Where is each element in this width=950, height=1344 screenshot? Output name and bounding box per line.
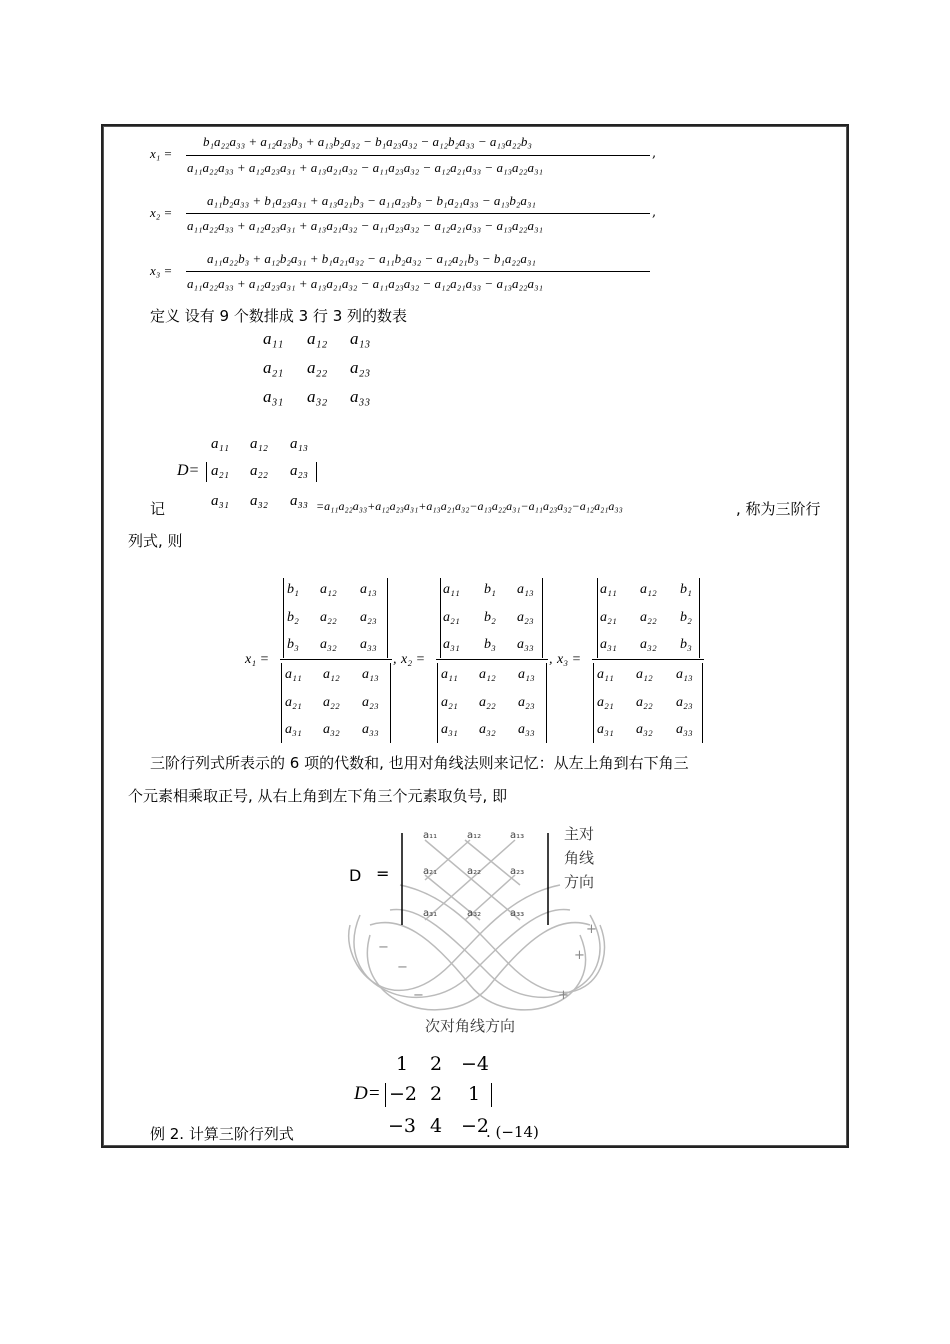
det-cell: a₃₁	[285, 722, 302, 737]
cramer-x2-lhs: x₂ =	[401, 652, 426, 667]
det-cell: a₁₁	[443, 582, 460, 597]
det-cell: a₂₃	[676, 695, 693, 710]
det-bar	[281, 663, 282, 743]
det-cell: a₂₂	[250, 463, 268, 479]
det-cell: a₃₁	[441, 722, 458, 737]
det-cell: a₃₂	[640, 637, 657, 652]
fraction-bar	[592, 659, 704, 660]
det-cell: a₂₃	[518, 695, 535, 710]
diagram-entry: a₃₃	[510, 908, 525, 919]
x1-numerator: b₁a₂₂a₃₃ + a₁₂a₂₃b₃ + a₁₃b₂a₃₂ − b₁a₂₃a₃₂ − a₁₂b₂a₃₃ − a₁₃a₂₂b₃	[203, 134, 532, 149]
det-cell: a₁₂	[320, 582, 337, 597]
diagram-entry: a₃₁	[423, 908, 438, 919]
det-cell: a₁₂	[323, 667, 340, 682]
x2-numerator: a₁₁b₂a₃₃ + b₁a₂₃a₃₁ + a₁₃a₂₁b₃ − a₁₁a₂₃b₃ − b₁a₂₁a₃₃ − a₁₃b₂a₃₁	[207, 193, 536, 208]
det-cell: a₁₃	[518, 667, 535, 682]
det-cell: a₁₁	[441, 667, 458, 682]
det-bar	[593, 663, 594, 743]
det-expansion: =a₁₁a₂₂a₃₃+a₁₂a₂₃a₃₁+a₁₃a₂₁a₃₂−a₁₃a₂₂a₃₁−a₁₁a₂₃a₃₂−a₁₂a₂₁a₃₃	[316, 499, 623, 513]
det-cell: a₁₂	[250, 436, 268, 452]
det-cell: a₁₁	[285, 667, 302, 682]
array-cell: a₃₁	[263, 387, 284, 406]
det-cell: a₂₁	[443, 610, 460, 625]
det-cell: a₃₃	[676, 722, 693, 737]
det-cell: a₂₂	[479, 695, 496, 710]
det-cell: b₁	[287, 582, 299, 597]
rule-text-line1: 三阶行列式所表示的 6 项的代数和, 也用对角线法则来记忆：从左上角到右下角三	[150, 754, 689, 772]
array-cell: a₁₁	[263, 329, 284, 348]
array-cell: a₂₂	[307, 358, 328, 377]
det-bar	[283, 578, 284, 658]
example-answer: . (−14)	[486, 1123, 539, 1141]
det-bar	[390, 663, 391, 743]
diagram-entry: a₁₂	[467, 830, 482, 841]
diagram-eq: =	[376, 864, 390, 883]
example-cell: −2	[461, 1115, 490, 1137]
plus-sign: +	[574, 948, 585, 963]
diagram-d-label: D	[349, 866, 362, 885]
cramer-x2-tail: ,	[549, 652, 553, 667]
definition-text: 定义 设有 9 个数排成 3 行 3 列的数表	[150, 307, 408, 325]
det-suffix-line2: 列式, 则	[128, 532, 183, 550]
det-cell: b₂	[680, 610, 692, 625]
cramer-x3-lhs: x₃ =	[557, 652, 582, 667]
det-cell: a₂₂	[640, 610, 657, 625]
x2-lhs: x₂ =	[150, 205, 173, 220]
det-cell: a₂₁	[600, 610, 617, 625]
array-cell: a₂₃	[350, 358, 371, 377]
det-cell: a₁₂	[640, 582, 657, 597]
det-bar	[387, 578, 388, 658]
det-cell: a₁₁	[597, 667, 614, 682]
example-det-label: D=	[354, 1083, 381, 1104]
minus-sign: −	[397, 960, 408, 975]
det-cell: a₂₃	[362, 695, 379, 710]
det-bar	[699, 578, 700, 658]
fraction-bar	[280, 659, 392, 660]
det-cell: a₂₃	[517, 610, 534, 625]
det-cell: b₂	[484, 610, 496, 625]
det-bar	[597, 578, 598, 658]
det-cell: a₁₃	[290, 436, 308, 452]
det-cell: a₃₂	[479, 722, 496, 737]
det-cell: a₃₁	[600, 637, 617, 652]
det-label: D=	[177, 462, 200, 479]
x3-fraction-bar	[186, 271, 650, 272]
array-cell: a₁₃	[350, 329, 371, 348]
x2-fraction-bar	[186, 213, 650, 214]
cramer-x1-tail: ,	[393, 652, 397, 667]
det-cell: a₂₁	[441, 695, 458, 710]
det-cell: b₂	[287, 610, 299, 625]
example-text: 例 2. 计算三阶行列式	[150, 1125, 294, 1143]
array-cell: a₂₁	[263, 358, 284, 377]
x3-lhs: x₃ =	[150, 263, 173, 278]
det-cell: a₂₂	[323, 695, 340, 710]
det-cell: b₁	[484, 582, 496, 597]
array-cell: a₁₂	[307, 329, 328, 348]
rule-text-line2: 个元素相乘取正号, 从右上角到左下角三个元素取负号, 即	[128, 787, 508, 805]
det-cell: b₃	[287, 637, 299, 652]
det-cell: a₁₃	[676, 667, 693, 682]
det-cell: a₁₃	[362, 667, 379, 682]
x3-numerator: a₁₁a₂₂b₃ + a₁₂b₂a₃₁ + b₁a₂₁a₃₂ − a₁₁b₂a₃₂ − a₁₂a₂₁b₃ − b₁a₂₂a₃₁	[207, 251, 536, 266]
main-diagonal-label: 角线	[564, 849, 595, 867]
det-cell: a₃₂	[323, 722, 340, 737]
array-cell: a₃₂	[307, 387, 328, 406]
diagram-entry: a₁₁	[423, 830, 438, 841]
det-cell: a₂₃	[360, 610, 377, 625]
main-diagonal-label: 方向	[564, 873, 595, 891]
det-bar	[440, 578, 441, 658]
det-bar	[542, 578, 543, 658]
det-bar	[491, 1083, 492, 1107]
example-cell: 1	[468, 1083, 481, 1105]
det-cell: a₁₂	[636, 667, 653, 682]
x2-tail: ,	[652, 205, 657, 220]
det-right-bar	[316, 462, 317, 482]
x1-denominator: a₁₁a₂₂a₃₃ + a₁₂a₂₃a₃₁ + a₁₃a₂₁a₃₂ − a₁₁a₂₃a₃₂ − a₁₂a₂₁a₃₃ − a₁₃a₂₂a₃₁	[187, 160, 544, 175]
minus-sign: −	[413, 988, 424, 1003]
diagram-entry: a₂₂	[467, 866, 482, 877]
plus-sign: +	[586, 922, 597, 937]
det-cell: a₂₁	[597, 695, 614, 710]
det-cell: a₁₁	[211, 436, 229, 452]
det-left-bar	[206, 462, 207, 482]
det-cell: a₂₁	[211, 463, 229, 479]
note-prefix: 记	[150, 500, 166, 518]
plus-sign: +	[558, 988, 569, 1003]
det-cell: b₃	[680, 637, 692, 652]
det-cell: a₃₃	[517, 637, 534, 652]
det-cell: a₃₂	[250, 493, 268, 509]
example-cell: −2	[389, 1083, 418, 1105]
det-bar	[546, 663, 547, 743]
x3-denominator: a₁₁a₂₂a₃₃ + a₁₂a₂₃a₃₁ + a₁₃a₂₁a₃₂ − a₁₁a₂₃a₃₂ − a₁₂a₂₁a₃₃ − a₁₃a₂₂a₃₁	[187, 276, 544, 291]
main-diagonal-label: 主对	[564, 825, 595, 843]
example-cell: −3	[388, 1115, 417, 1137]
det-cell: a₂₂	[320, 610, 337, 625]
cramer-x1-lhs: x₁ =	[245, 652, 270, 667]
det-cell: a₂₁	[285, 695, 302, 710]
diagram-entry: a₂₁	[423, 866, 438, 877]
det-cell: a₃₃	[290, 493, 308, 509]
fraction-bar	[436, 659, 548, 660]
det-cell: a₃₂	[636, 722, 653, 737]
x1-tail: ,	[652, 146, 657, 161]
diagram-entry: a₁₃	[510, 830, 525, 841]
det-cell: a₃₃	[362, 722, 379, 737]
x1-fraction-bar	[186, 155, 650, 156]
minus-sign: −	[378, 940, 389, 955]
det-bar	[437, 663, 438, 743]
det-cell: a₁₃	[360, 582, 377, 597]
det-cell: b₁	[680, 582, 692, 597]
array-cell: a₃₃	[350, 387, 371, 406]
det-bar	[385, 1083, 386, 1107]
example-cell: 4	[430, 1115, 443, 1137]
det-cell: a₃₂	[320, 637, 337, 652]
det-cell: a₃₁	[211, 493, 229, 509]
det-cell: a₁₁	[600, 582, 617, 597]
det-cell: a₃₃	[360, 637, 377, 652]
diagram-entry: a₂₃	[510, 866, 525, 877]
sub-diagonal-label: 次对角线方向	[425, 1017, 516, 1035]
det-cell: b₃	[484, 637, 496, 652]
example-cell: 2	[430, 1053, 443, 1075]
det-cell: a₂₃	[290, 463, 308, 479]
det-suffix: , 称为三阶行	[736, 500, 821, 518]
det-cell: a₃₃	[518, 722, 535, 737]
example-cell: −4	[461, 1053, 490, 1075]
x2-denominator: a₁₁a₂₂a₃₃ + a₁₂a₂₃a₃₁ + a₁₃a₂₁a₃₂ − a₁₁a₂₃a₃₂ − a₁₂a₂₁a₃₃ − a₁₃a₂₂a₃₁	[187, 218, 544, 233]
det-cell: a₁₂	[479, 667, 496, 682]
example-cell: 2	[430, 1083, 443, 1105]
example-cell: 1	[396, 1053, 409, 1075]
det-cell: a₃₁	[443, 637, 460, 652]
det-bar	[702, 663, 703, 743]
det-cell: a₂₂	[636, 695, 653, 710]
det-cell: a₁₃	[517, 582, 534, 597]
det-cell: a₃₁	[597, 722, 614, 737]
x1-lhs: x₁ =	[150, 146, 173, 161]
diagram-entry: a₃₂	[467, 908, 482, 919]
